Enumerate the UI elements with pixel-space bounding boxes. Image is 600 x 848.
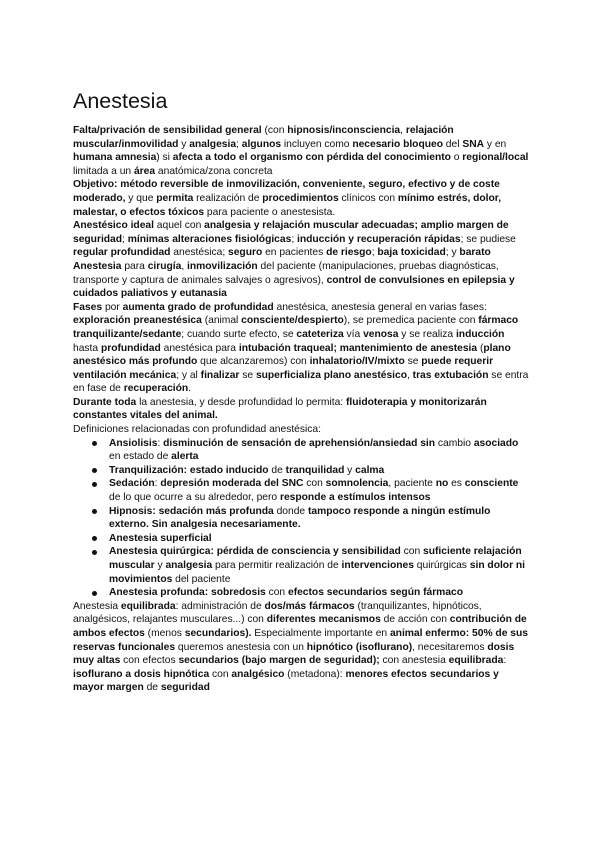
bold-text: profundidad [100, 342, 161, 354]
text-run: : administración de [175, 600, 265, 612]
text-run: se [404, 356, 422, 368]
text-run: ), se premedica paciente con [343, 315, 479, 327]
text-run: (menos [144, 627, 185, 639]
text-run: hasta [73, 342, 101, 354]
text-run: de lo que ocurre a su alrededor, pero [109, 492, 280, 504]
bold-text: mínimo estrés, dolor, malestar, o efectos tóxicos [73, 192, 502, 218]
text-run: clínicos con [338, 192, 398, 204]
bold-text: contribución de ambos efectos [73, 614, 527, 639]
bold-text: inducción y recuperación rápidas [297, 233, 461, 245]
bold-text: somnolencia [325, 478, 389, 490]
text-run: ; y [445, 247, 460, 259]
bold-text: equilibrada [120, 600, 176, 612]
bold-text: humana amnesia [73, 152, 157, 164]
bold-text: equilibrada [448, 655, 504, 667]
bold-text: Anestesia superficial [109, 532, 212, 544]
bold-text: disminución de sensación de aprehensión/ansiedad sin [163, 437, 436, 449]
bold-text: superficializa plano anestésico [255, 369, 407, 381]
bold-text: secundarios (bajo margen de seguridad); [178, 655, 380, 667]
text-run: vía [343, 328, 364, 340]
text-run: . [188, 383, 192, 395]
text-run: la anestesia, y desde profundidad lo permita: [136, 396, 346, 408]
paragraph [73, 124, 530, 178]
bold-text: consciente [464, 478, 519, 490]
bold-text: Tranquilización: estado inducido [109, 464, 269, 476]
bold-text: control de convulsiones en epilepsia y cuidados paliativos y eutanasia [73, 274, 515, 300]
bold-text: Sedación [109, 478, 155, 490]
text-run: anatómica/zona concreta [155, 165, 273, 177]
page-title: Anestesia [73, 89, 168, 113]
definition-item [109, 477, 530, 504]
bold-text: seguro [228, 247, 263, 259]
document-body [73, 124, 530, 695]
bold-text: Fases [73, 301, 103, 313]
text-run: : [157, 437, 164, 449]
text-run: de acción con [380, 614, 450, 626]
text-run: para [121, 260, 148, 272]
text-run: ; [122, 233, 128, 245]
bold-text: suficiente relajación muscular [109, 546, 522, 571]
bold-text: dosis muy altas [73, 641, 515, 667]
bold-text: inhalatorio/IV/mixto [309, 356, 405, 368]
bold-text: Anestesia profunda: sobredosis [109, 587, 266, 599]
bold-text: Anestesia quirúrgica: pérdida de consciencia y sensibilidad [109, 546, 401, 558]
text-run: ( [477, 342, 484, 354]
definition-item [109, 437, 530, 464]
bold-text: responde a estímulos intensos [279, 492, 431, 504]
text-run: realización de [193, 192, 263, 204]
bold-text: mínimas alteraciones fisiológicas [127, 233, 292, 245]
text-run: para permitir realización de [212, 560, 342, 571]
text-run: anestésica; [170, 247, 229, 259]
bold-text: hipnosis/inconsciencia [287, 125, 401, 136]
text-run: se [239, 369, 256, 381]
bold-text: analgesia y relajación muscular adecuadas; amplio margen de seguridad [73, 220, 509, 245]
text-run: y en [484, 138, 507, 150]
text-run: , paciente [388, 478, 436, 490]
bold-text: Anestesia [73, 260, 122, 272]
paragraph [73, 219, 530, 260]
text-run: ; se pudiese [460, 233, 516, 245]
text-run: con efectos [120, 655, 179, 667]
bold-text: inducción [455, 328, 505, 340]
bold-text: puede requerir ventilación mecánica [73, 356, 494, 381]
bold-text: alerta [171, 451, 199, 463]
bold-text: inmovilización [187, 260, 258, 272]
text-run: ; y al [176, 369, 201, 381]
bold-text: afecta a todo el organismo con pérdida del conocimiento [172, 152, 451, 164]
bold-text: depresión moderada del SNC [160, 478, 304, 490]
bold-text: exploración preanestésica [73, 315, 202, 327]
bold-text: tampoco responde a ningún estímulo externo. Sin analgesia necesariamente. [109, 505, 491, 531]
text-run: : [503, 655, 507, 667]
bold-text: isoflurano a dosis hipnótica [73, 668, 210, 680]
bold-text: analgesia [165, 560, 213, 571]
text-run: , necesitaremos [412, 641, 488, 653]
text-run: y [344, 464, 356, 476]
text-run: Especialmente importante en [251, 627, 390, 639]
bold-text: procedimientos [262, 192, 339, 204]
bold-text: calma [355, 464, 385, 476]
text-run: y [154, 560, 166, 571]
bold-text: analgésico [231, 668, 285, 680]
text-run: de [268, 464, 286, 476]
definition-item [109, 464, 530, 478]
text-run: , [400, 125, 406, 136]
text-run: quirúrgicas [413, 560, 470, 571]
text-run: ; [236, 138, 242, 150]
bold-text: consciente/despierto [241, 315, 344, 327]
bold-text: de riesgo [326, 247, 372, 259]
bold-text: animal enfermo: 50% de sus reservas funcionales [73, 627, 528, 653]
bold-text: no [435, 478, 449, 490]
bold-text: Falta/privación de sensibilidad general [73, 125, 262, 136]
bold-text: menores efectos secundarios y mayor margen [73, 668, 499, 694]
bold-text: finalizar [200, 369, 240, 381]
bold-text: fluidoterapia y monitorizarán constantes vitales del animal. [73, 396, 487, 422]
text-run: queremos anestesia con un [175, 641, 307, 653]
bold-text: baja toxicidad [377, 247, 446, 259]
text-run: con [209, 668, 232, 680]
bold-text: necesario bloqueo [352, 138, 443, 150]
definition-item [109, 505, 530, 532]
bold-text: seguridad [160, 682, 210, 694]
text-run: con [303, 478, 326, 490]
text-run: ; [371, 247, 378, 259]
text-run: (tranquilizantes, hipnóticos, analgésicos, relajantes musculares...) con [73, 600, 482, 626]
bold-text: Hipnosis: sedación más profunda [109, 505, 274, 517]
bold-text: analgesia [189, 138, 237, 150]
text-run: limitada a un [73, 165, 134, 177]
definition-item [109, 586, 530, 600]
text-run: es [448, 478, 465, 490]
paragraph [73, 260, 530, 301]
bold-text: aumenta grado de profundidad [122, 301, 274, 313]
bold-text: Anestésico ideal [73, 220, 154, 232]
text-run: anestésica para [160, 342, 239, 354]
text-run: en estado de [109, 451, 172, 463]
text-run: ) si [156, 152, 173, 164]
text-run: anestésica, anestesia general en varias fases: [273, 301, 487, 313]
bold-text: dos/más fármacos [264, 600, 355, 612]
bold-text: plano anestésico más profundo [73, 342, 511, 368]
bold-text: recuperación [123, 383, 189, 395]
bold-text: barato [459, 247, 491, 259]
bold-text: sin dolor ni movimientos [109, 560, 526, 585]
definitions-list [73, 437, 530, 600]
text-run: aquel con [153, 220, 205, 232]
paragraph [73, 301, 530, 396]
text-run: (animal [201, 315, 242, 327]
definition-item [109, 532, 530, 546]
text-run: con anestesia [379, 655, 449, 667]
text-run: (con [261, 125, 288, 136]
text-run: o [450, 152, 463, 164]
text-run: cambio [435, 437, 474, 449]
bold-text: Ansiolisis [109, 437, 158, 449]
text-run: ; cuando surte efecto, se [181, 328, 297, 340]
paragraph [73, 396, 530, 423]
bold-text: tras extubación [412, 369, 489, 381]
paragraph [73, 178, 530, 219]
paragraph [73, 423, 530, 437]
text-run: Anestesia [73, 600, 121, 612]
text-run: para paciente o anestesista. [204, 206, 336, 218]
bold-text: asociado [473, 437, 519, 449]
bold-text: cateteriza [296, 328, 344, 340]
bold-text: fármaco tranquilizante/sedante [73, 315, 519, 340]
text-run: , [181, 260, 188, 272]
text-run: en pacientes [262, 247, 327, 259]
bold-text: Objetivo: método reversible de inmovilización, conveniente, seguro, efectivo y de coste moderado, [73, 179, 500, 204]
bold-text: intervenciones [341, 560, 414, 571]
text-run: que alcanzaremos) con [197, 356, 310, 368]
bold-text: área [133, 165, 156, 177]
text-run: de [143, 682, 161, 694]
bold-text: efectos secundarios según fármaco [287, 587, 464, 599]
bold-text: Durante toda [73, 396, 137, 408]
bold-text: relajación muscular/inmovilidad [73, 125, 454, 150]
text-run: y [178, 138, 190, 150]
bold-text: intubación traqueal; mantenimiento de anestesia [238, 342, 478, 354]
bold-text: diferentes mecanismos [266, 614, 381, 626]
bold-text: algunos [241, 138, 282, 150]
closing-section [73, 600, 530, 695]
text-run: , [406, 369, 413, 381]
paragraphs [73, 124, 530, 437]
bold-text: tranquilidad [285, 464, 345, 476]
bold-text: secundarios). [184, 627, 252, 639]
text-run: : [154, 478, 161, 490]
bold-text: permita [156, 192, 194, 204]
definition-item [109, 545, 530, 586]
text-run: con [265, 587, 288, 599]
text-run: con [400, 546, 424, 558]
text-run: por [102, 301, 123, 313]
bold-text: hipnótico (isoflurano) [306, 641, 413, 653]
text-run: y que [125, 192, 157, 204]
text-run: del paciente [172, 573, 231, 585]
paragraph [73, 600, 530, 695]
bold-text: regular profundidad [73, 247, 171, 259]
text-run: ; [291, 233, 297, 245]
bold-text: cirugía [147, 260, 182, 272]
text-run: del [442, 138, 463, 150]
bold-text: SNA [462, 138, 485, 150]
text-run: y se realiza [398, 328, 456, 340]
text-run: Definiciones relacionadas con profundidad anestésica: [73, 424, 321, 436]
bold-text: venosa [363, 328, 399, 340]
text-run: del paciente (manipulaciones, pruebas diagnósticas, transporte y captura de animales salvajes o agresivos), [73, 260, 499, 286]
text-run: donde [273, 505, 308, 517]
text-run: (metadona): [284, 668, 346, 680]
text-run: se entra en fase de [73, 369, 529, 395]
bold-text: regional/local [462, 152, 529, 164]
text-run: incluyen como [281, 138, 353, 150]
